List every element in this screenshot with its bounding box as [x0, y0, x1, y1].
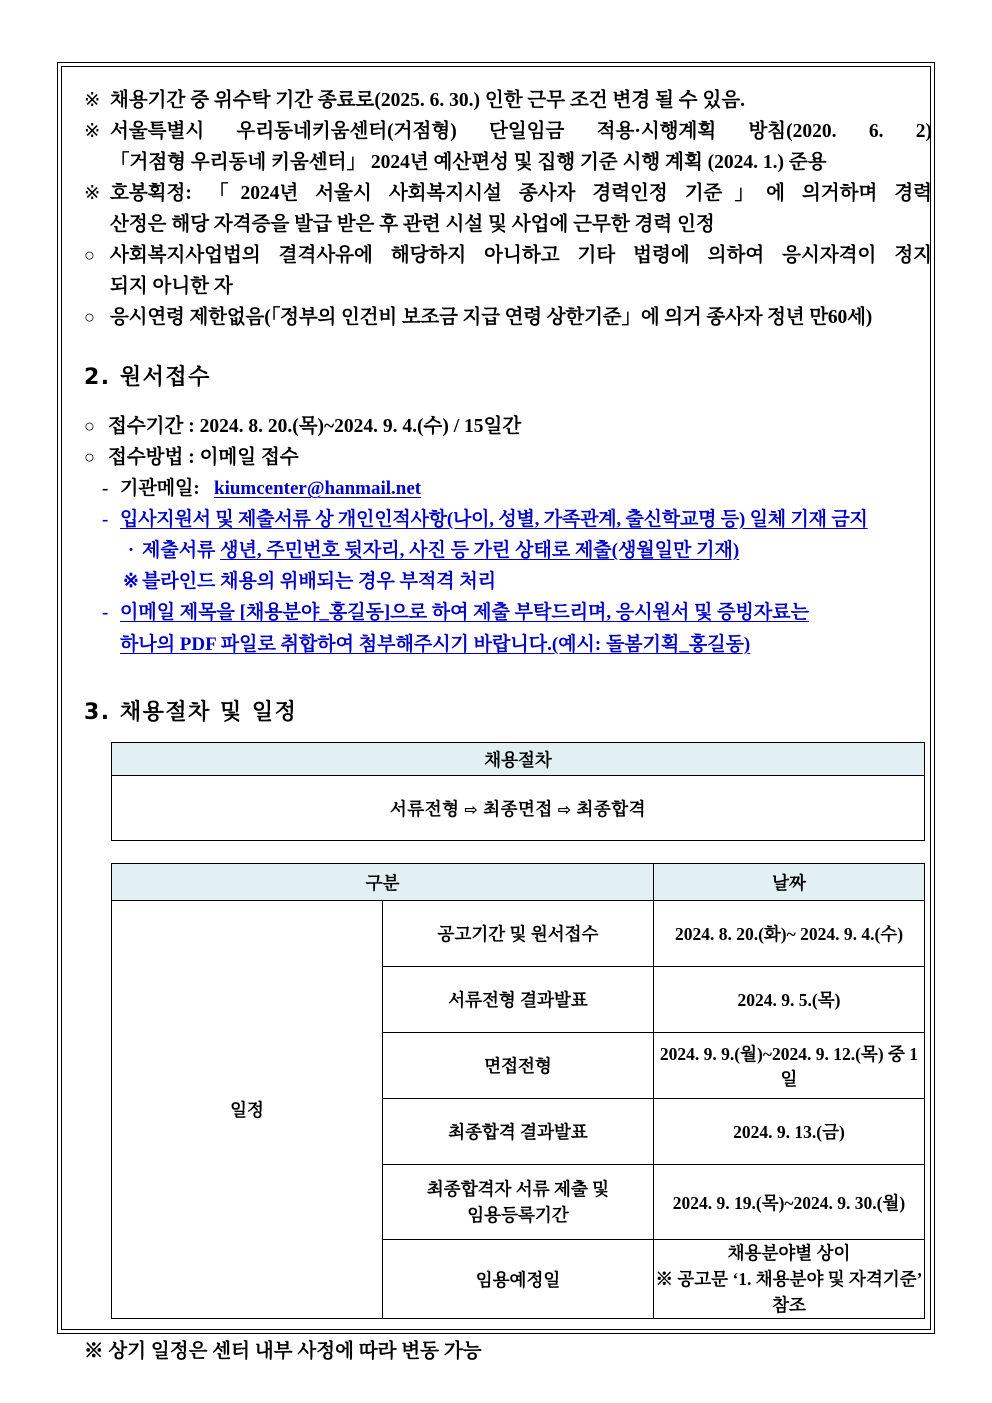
schedule-row-date: 2024. 9. 13.(금) [654, 1099, 925, 1165]
documents-prefix: 제출서류 [142, 540, 221, 561]
documents-emphasis: 생년, 주민번호 뒷자리, 사진 등 가린 상태로 제출(생월일만 기재) [220, 540, 740, 561]
bullet-marker: ○ [84, 447, 95, 467]
schedule-row-label: 서류전형 결과발표 [383, 967, 654, 1033]
bullet-marker: ○ [84, 416, 95, 436]
note-marker: ○ [84, 307, 95, 327]
process-steps-cell [112, 776, 925, 841]
note-item [84, 240, 932, 302]
note-marker: ※ [84, 121, 101, 142]
pdf-merge-emphasis: 하나의 PDF 파일로 취합하여 [120, 634, 355, 655]
note-item [84, 178, 932, 240]
privacy-ban-prefix: 입사지원서 및 제출서류 상 [120, 509, 338, 530]
note-marker: ○ [84, 245, 95, 265]
email-subject-row [84, 597, 920, 660]
section-3-heading: 3. 채용절차 및 일정 [84, 700, 298, 725]
process-step-2: 최종면접 [483, 798, 553, 819]
schedule-row-date: 2024. 9. 19.(목)~2024. 9. 30.(월) [654, 1165, 925, 1240]
receipt-period-text: 접수기간 : 2024. 8. 20.(목)~2024. 9. 4.(수) / 15일간 [108, 416, 522, 437]
note-item [84, 302, 920, 333]
schedule-row-label-line2: 임용등록기간 [467, 1205, 569, 1225]
email-subject-suffix: 으로 하여 제출 부탁드리며, 응시원서 및 증빙자료는 [390, 602, 809, 623]
schedule-footnote: ※ 상기 일정은 센터 내부 사정에 따라 변동 가능 [84, 1341, 482, 1362]
note-line: 되지 아니한 자 [110, 276, 233, 297]
schedule-row-date [654, 1240, 925, 1319]
institution-mail-address[interactable]: kiumcenter@hanmail.net [214, 478, 422, 499]
note-marker: ※ [84, 90, 101, 111]
arrow-right-icon: ⇨ [557, 799, 572, 819]
privacy-ban-emphasis: 개인인적사항(나이, 성별, 가족관계, 출신학교명 등) 일체 기재 금지 [337, 509, 868, 530]
email-subject-prefix: 이메일 제목을 [120, 602, 240, 623]
receipt-method-item [84, 442, 920, 473]
recruitment-process-table [111, 742, 925, 841]
pdf-merge-text: 첨부해주시기 바랍니다. [354, 634, 552, 655]
dot-marker: · [127, 540, 135, 561]
privacy-ban-row [84, 504, 920, 535]
note-line: 응시연령 제한없음(「정부의 인건비 보조금 지급 연령 상한기준」에 의거 종사자 정년 만60세) [110, 307, 873, 328]
note-item [84, 85, 920, 116]
blind-note-row [84, 566, 920, 597]
asterisk-marker: ※ [123, 571, 139, 592]
documents-row [84, 535, 920, 566]
schedule-header-category: 구분 [112, 864, 654, 901]
dash-marker: - [102, 602, 109, 623]
schedule-row-date: 2024. 9. 9.(월)~2024. 9. 12.(목) 중 1일 [654, 1033, 925, 1099]
schedule-header-date: 날짜 [654, 864, 925, 901]
note-line: 채용기간 중 위수탁 기간 종료로(2025. 6. 30.) 인한 근무 조건 변경 될 수 있음. [110, 90, 746, 111]
note-line: 사회복지사업법의 결격사유에 해당하지 아니하고 기타 법령에 의하여 응시자격이 정지 [110, 245, 932, 266]
recruitment-schedule-table [111, 863, 925, 1319]
note-marker: ※ [84, 183, 101, 204]
arrow-right-icon: ⇨ [464, 799, 479, 819]
institution-mail-row [84, 473, 920, 504]
schedule-row-label: 최종합격 결과발표 [383, 1099, 654, 1165]
notes-top-block [84, 85, 932, 333]
receipt-period-item [84, 411, 920, 442]
note-line: 서울특별시 우리동네키움센터(거점형) 단일임금 적용·시행계획 방침(2020. 6. 2) [110, 121, 932, 142]
institution-mail-label: 기관메일: [120, 478, 200, 499]
pdf-merge-example: (예시: 돌봄기획_홍길동) [551, 634, 751, 655]
note-item [84, 116, 932, 178]
section-2-heading: 2. 원서접수 [84, 365, 211, 390]
schedule-row-label: 공고기간 및 원서접수 [383, 901, 654, 967]
note-line: 산정은 해당 자격증을 발급 받은 후 관련 시설 및 사업에 근무한 경력 인정 [110, 214, 715, 235]
page-content [84, 85, 932, 1362]
email-subject-token: [채용분야_홍길동] [239, 602, 391, 623]
table-row [112, 776, 925, 841]
schedule-row-label-line1: 최종합격자 서류 제출 및 [426, 1179, 610, 1199]
note-line: 호봉획정: 「2024년 서울시 사회복지시설 종사자 경력인정 기준」에 의거하며 경력 [110, 183, 932, 204]
schedule-row-date-line1: 채용분야별 상이 [727, 1243, 851, 1263]
table-header-row [112, 743, 925, 776]
receipt-method-text: 접수방법 : 이메일 접수 [108, 447, 299, 468]
schedule-row-label [383, 1165, 654, 1240]
process-step-1: 서류전형 [389, 798, 460, 819]
table-header-row [112, 864, 925, 901]
table-row [112, 901, 925, 967]
schedule-row-label: 임용예정일 [383, 1240, 654, 1319]
page-border-outer [57, 62, 935, 1362]
schedule-row-date: 2024. 8. 20.(화)~ 2024. 9. 4.(수) [654, 901, 925, 967]
schedule-row-date: 2024. 9. 5.(목) [654, 967, 925, 1033]
note-line: 「거점형 우리동네 키움센터」 2024년 예산편성 및 집행 기준 시행 계획 (2024. 1.) 준용 [110, 152, 827, 173]
blind-note-text: 블라인드 채용의 위배되는 경우 부적격 처리 [142, 571, 497, 592]
dash-marker: - [102, 509, 109, 530]
dash-marker: - [102, 478, 109, 499]
process-table-header: 채용절차 [112, 743, 925, 776]
schedule-group-label: 일정 [112, 901, 383, 1319]
schedule-row-date-line2: ※ 공고문 ‘1. 채용분야 및 자격기준’ 참조 [655, 1269, 923, 1315]
schedule-row-label: 면접전형 [383, 1033, 654, 1099]
process-step-3: 최종합격 [576, 798, 647, 819]
